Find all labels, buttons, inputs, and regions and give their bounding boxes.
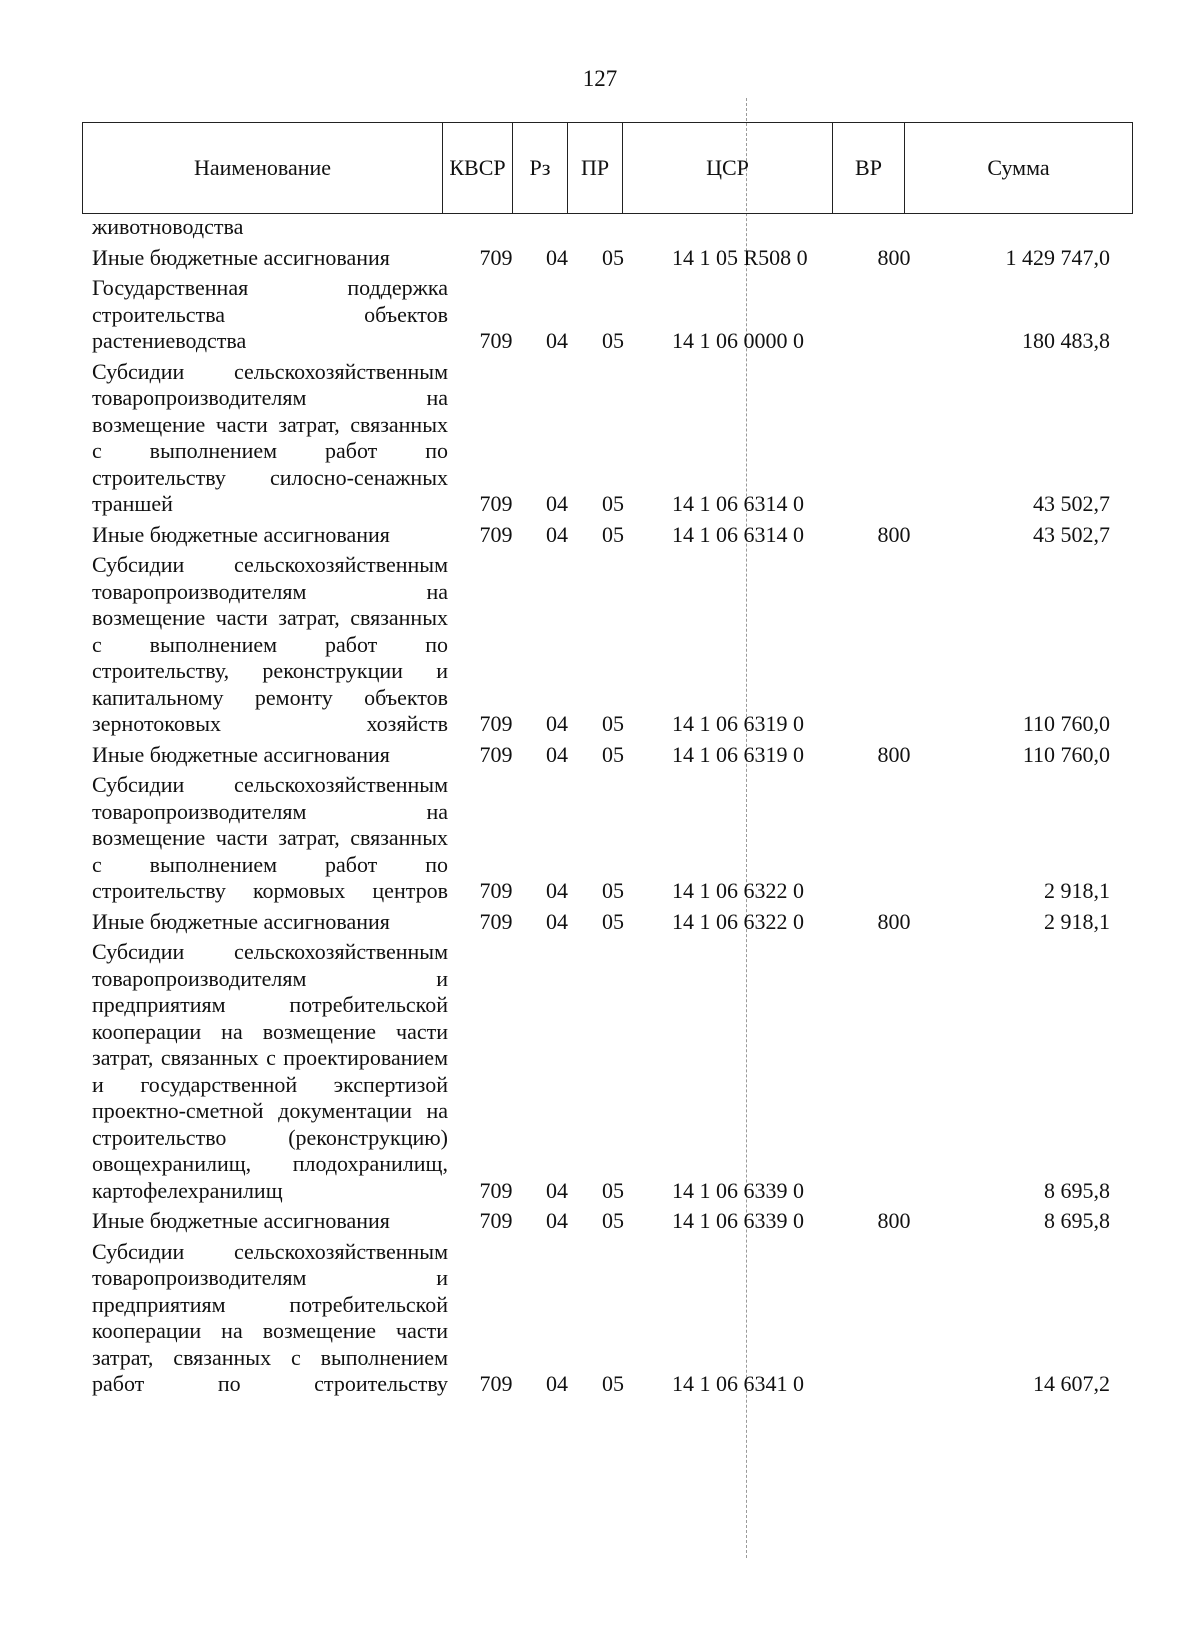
row-name: Иные бюджетные ассигнования [92, 741, 390, 767]
table-row [0, 939, 1200, 1204]
table-row [0, 742, 1200, 769]
row-pr: 05 [602, 244, 624, 270]
header-vr: ВР [833, 123, 905, 214]
row-pr: 05 [602, 328, 624, 353]
table-row [0, 522, 1200, 549]
row-name: Иные бюджетные ассигнования [92, 521, 390, 547]
table-row [0, 772, 1200, 905]
row-vr: 800 [877, 908, 911, 934]
row-csr: 14 1 06 6341 0 [672, 1371, 804, 1396]
row-name: животноводства [92, 214, 244, 239]
table-row [0, 1239, 1200, 1398]
row-vr: 800 [877, 521, 911, 547]
row-pr: 05 [602, 711, 624, 736]
row-csr: 14 1 06 6322 0 [672, 908, 804, 934]
row-pr: 05 [602, 1177, 624, 1203]
row-kvsr: 709 [479, 521, 513, 547]
row-sum: 43 502,7 [1033, 491, 1110, 516]
row-sum: 1 429 747,0 [1005, 244, 1110, 270]
row-csr: 14 1 06 6314 0 [672, 491, 804, 516]
row-sum: 2 918,1 [1044, 908, 1110, 934]
row-sum: 8 695,8 [1044, 1208, 1110, 1233]
row-pr: 05 [602, 521, 624, 547]
row-csr: 14 1 05 R508 0 [672, 244, 808, 270]
row-kvsr: 709 [479, 328, 513, 353]
row-name: Субсидии сельскохозяйственным товаропроизводителям и предприятиям потребительской кооперации на возмещение части затрат, связанных с выполнением работ по строительству [92, 1238, 448, 1396]
table-row [0, 909, 1200, 936]
row-csr: 14 1 06 6314 0 [672, 521, 804, 547]
row-kvsr: 709 [479, 908, 513, 934]
table-row [0, 245, 1200, 272]
row-kvsr: 709 [479, 491, 513, 516]
row-csr: 14 1 06 6339 0 [672, 1208, 804, 1233]
table-row [0, 359, 1200, 518]
row-csr: 14 1 06 6339 0 [672, 1177, 804, 1203]
row-kvsr: 709 [479, 1177, 513, 1203]
row-pr: 05 [602, 1208, 624, 1233]
header-csr: ЦСР [623, 123, 833, 214]
row-rz: 04 [546, 741, 568, 767]
row-kvsr: 709 [479, 1371, 513, 1396]
row-sum: 180 483,8 [1022, 328, 1110, 353]
row-kvsr: 709 [479, 878, 513, 903]
table-row [0, 214, 1200, 241]
row-sum: 8 695,8 [1044, 1177, 1110, 1203]
row-pr: 05 [602, 1371, 624, 1396]
table-row [0, 1208, 1200, 1235]
header-rz: Рз [513, 123, 568, 214]
row-pr: 05 [602, 908, 624, 934]
row-sum: 110 760,0 [1022, 741, 1110, 767]
row-rz: 04 [546, 521, 568, 547]
row-name: Субсидии сельскохозяйственным товаропроизводителям и предприятиям потребительской кооперации на возмещение части затрат, связанных с проектированием и государственной экспертизой проектно-сметной документации на строительство (реконструкцию) овощехранилищ, плодохранилищ, картофелехранилищ [92, 939, 448, 1203]
row-csr: 14 1 06 6319 0 [672, 711, 804, 736]
row-name: Иные бюджетные ассигнования [92, 908, 390, 934]
row-kvsr: 709 [479, 1208, 513, 1233]
row-name: Субсидии сельскохозяйственным товаропроизводителям на возмещение части затрат, связанных с выполнением работ по строительству кормовых центров [92, 772, 448, 903]
page-number: 127 [582, 66, 618, 91]
row-pr: 05 [602, 878, 624, 903]
table-header [82, 122, 1133, 214]
row-csr: 14 1 06 6319 0 [672, 741, 804, 767]
row-rz: 04 [546, 908, 568, 934]
row-name: Субсидии сельскохозяйственным товаропроизводителям на возмещение части затрат, связанных с выполнением работ по строительству, реконструкции и капитальному ремонту объектов зернотоковых хозяйств [92, 552, 448, 736]
row-rz: 04 [546, 1208, 568, 1233]
row-sum: 2 918,1 [1044, 878, 1110, 903]
row-rz: 04 [546, 711, 568, 736]
header-kvsr: КВСР [443, 123, 513, 214]
header-pr: ПР [568, 123, 623, 214]
row-csr: 14 1 06 0000 0 [672, 328, 804, 353]
header-sum: Сумма [905, 123, 1133, 214]
row-pr: 05 [602, 741, 624, 767]
row-name: Иные бюджетные ассигнования [92, 244, 390, 270]
row-sum: 110 760,0 [1022, 711, 1110, 736]
table-row [0, 275, 1200, 355]
row-vr: 800 [877, 1208, 911, 1233]
row-rz: 04 [546, 1371, 568, 1396]
table-body [0, 214, 1200, 1398]
row-rz: 04 [546, 878, 568, 903]
row-vr: 800 [877, 244, 911, 270]
row-rz: 04 [546, 491, 568, 516]
header-name: Наименование [83, 123, 443, 214]
row-kvsr: 709 [479, 244, 513, 270]
row-name: Субсидии сельскохозяйственным товаропроизводителям на возмещение части затрат, связанных с выполнением работ по строительству силосно-сенажных траншей [92, 358, 448, 516]
row-rz: 04 [546, 244, 568, 270]
row-pr: 05 [602, 491, 624, 516]
row-sum: 43 502,7 [1033, 521, 1110, 547]
row-rz: 04 [546, 328, 568, 353]
row-kvsr: 709 [479, 741, 513, 767]
row-sum: 14 607,2 [1033, 1371, 1110, 1396]
row-name: Иные бюджетные ассигнования [92, 1208, 390, 1233]
table-row [0, 552, 1200, 738]
row-name: Государственная поддержка строительства объектов растениеводства [92, 275, 448, 353]
row-kvsr: 709 [479, 711, 513, 736]
row-csr: 14 1 06 6322 0 [672, 878, 804, 903]
row-rz: 04 [546, 1177, 568, 1203]
row-vr: 800 [877, 741, 911, 767]
